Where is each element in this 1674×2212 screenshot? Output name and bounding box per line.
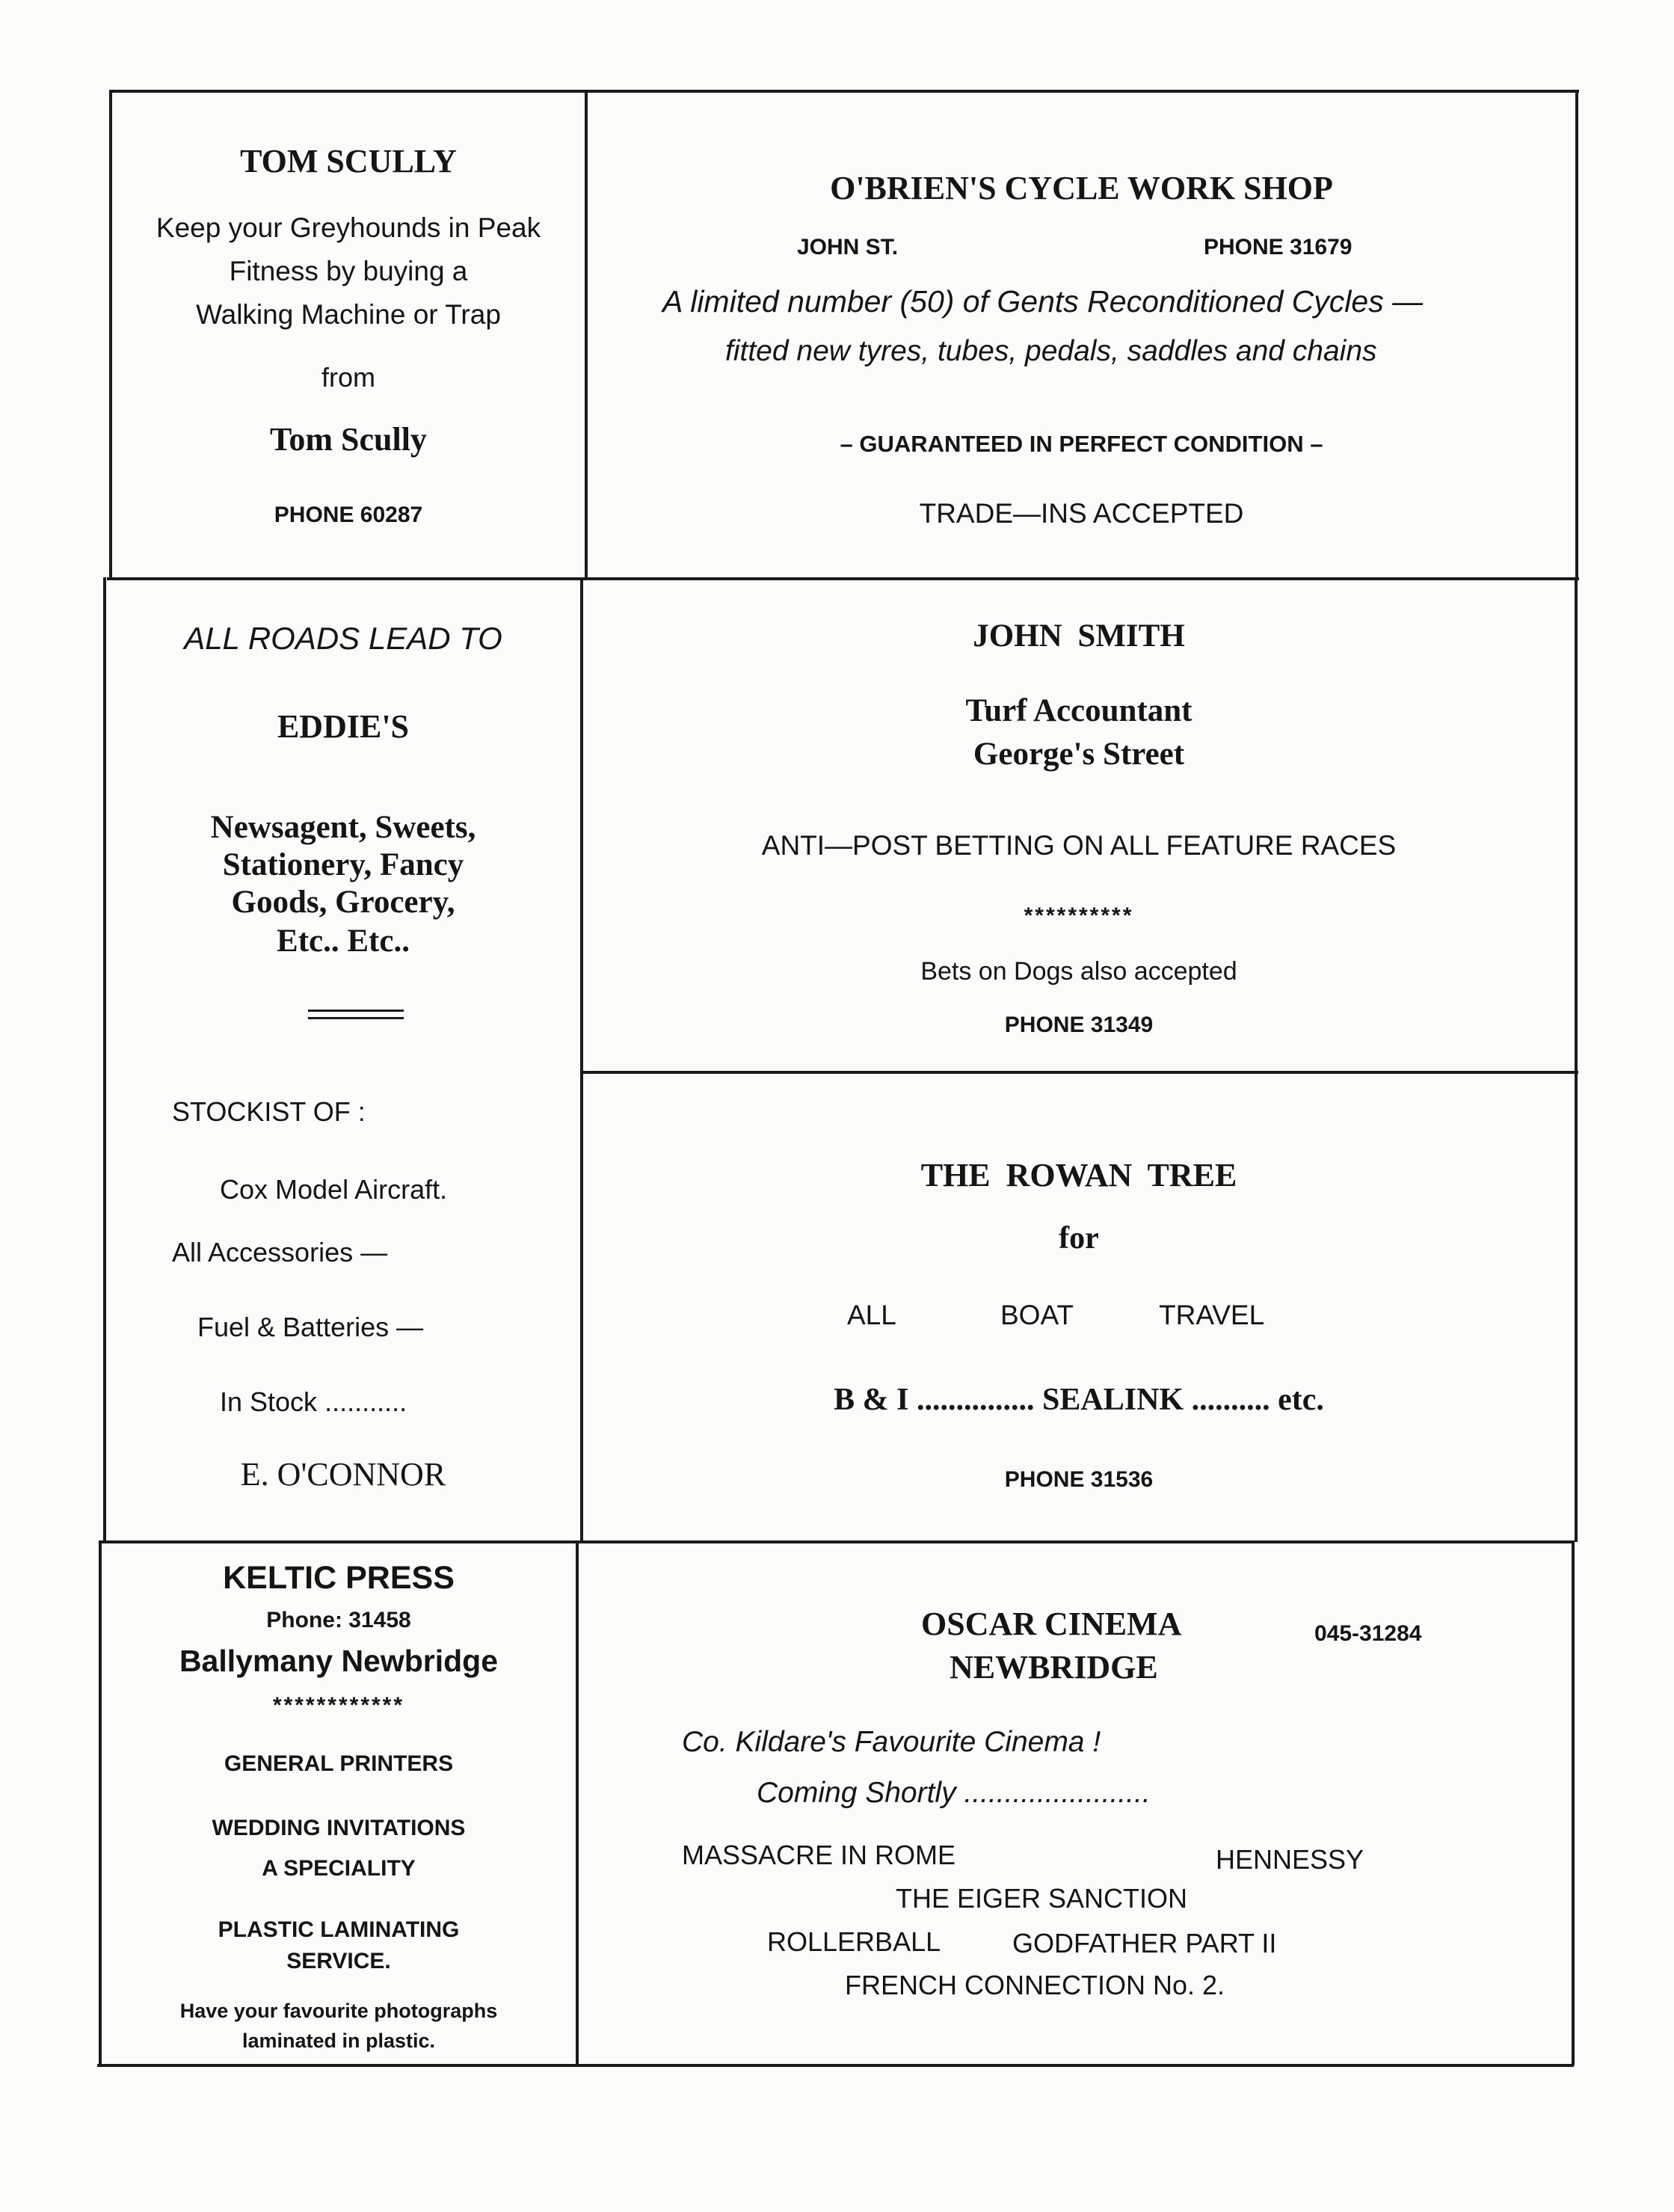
keltic-title: KELTIC PRESS	[223, 1560, 455, 1596]
tom-scully-line2: Fitness by buying a	[229, 256, 468, 286]
eddies-goods-line4: Etc.. Etc..	[277, 924, 410, 959]
rowan-tree-phone: PHONE 31536	[1004, 1467, 1154, 1492]
rowan-tree-title: THE ROWAN TREE	[920, 1157, 1237, 1193]
rowan-tree-ferry-lines: B & I ............... SEALINK .......... etc.	[834, 1383, 1324, 1417]
obriens-guarantee: – GUARANTEED IN PERFECT CONDITION –	[840, 431, 1323, 457]
eddies-ad	[106, 580, 580, 1540]
obriens-offer-line2: fitted new tyres, tubes, pedals, saddles and chains	[725, 335, 1377, 367]
oscar-film-hennessy: HENNESSY	[1216, 1844, 1364, 1875]
obriens-title: O'BRIEN'S CYCLE WORK SHOP	[830, 170, 1333, 206]
john-smith-phone: PHONE 31349	[1004, 1013, 1154, 1037]
eddies-item-fuel: Fuel & Batteries —	[197, 1312, 424, 1342]
right-border-mid	[1575, 577, 1578, 1542]
tom-scully-phone: PHONE 60287	[274, 503, 423, 527]
oscar-film-french: FRENCH CONNECTION No. 2.	[845, 1970, 1225, 2000]
obriens-street: JOHN ST.	[797, 235, 899, 259]
obriens-trade-ins: TRADE—INS ACCEPTED	[919, 498, 1244, 529]
john-smith-name: JOHN SMITH	[973, 618, 1185, 654]
john-smith-betting: ANTI—POST BETTING ON ALL FEATURE RACES	[761, 830, 1397, 861]
keltic-wedding-line1: WEDDING INVITATIONS	[212, 1816, 466, 1840]
eddies-item-aircraft: Cox Model Aircraft.	[220, 1174, 448, 1205]
tom-scully-line1: Keep your Greyhounds in Peak	[156, 212, 541, 243]
obriens-cycle-ad	[588, 93, 1575, 577]
eddies-item-accessories: All Accessories —	[172, 1237, 388, 1268]
double-rule-bottom	[308, 1017, 404, 1019]
john-smith-stars: **********	[1024, 903, 1134, 928]
john-smith-role: Turf Accountant	[965, 693, 1193, 728]
oscar-film-godfather: GODFATHER PART II	[1012, 1928, 1277, 1958]
keltic-plastic-line2: SERVICE.	[286, 1949, 391, 1973]
keltic-wedding-line2: A SPECIALITY	[262, 1856, 416, 1881]
eddies-headline: ALL ROADS LEAD TO	[184, 621, 502, 656]
keltic-press-ad	[102, 1543, 576, 2064]
eddies-name: EDDIE'S	[277, 708, 410, 745]
obriens-phone: PHONE 31679	[1204, 235, 1353, 259]
keltic-photos-line2: laminated in plastic.	[241, 2030, 436, 2052]
keltic-general: GENERAL PRINTERS	[224, 1751, 454, 1776]
keltic-phone: Phone: 31458	[266, 1608, 411, 1632]
bottom-border	[97, 2064, 1574, 2067]
double-rule-top	[308, 1010, 404, 1012]
tom-scully-line3: Walking Machine or Trap	[196, 299, 501, 330]
tom-scully-ad	[112, 93, 585, 577]
oscar-tagline: Co. Kildare's Favourite Cinema !	[682, 1726, 1101, 1758]
keltic-photos-line1: Have your favourite photographs	[179, 2000, 498, 2022]
tom-scully-from: from	[321, 362, 375, 393]
eddies-goods-line2: Stationery, Fancy	[222, 847, 464, 882]
john-smith-ad	[583, 580, 1575, 1071]
oscar-film-massacre: MASSACRE IN ROME	[682, 1840, 956, 1870]
eddies-item-stock: In Stock ...........	[220, 1386, 407, 1417]
oscar-film-rollerball: ROLLERBALL	[767, 1926, 941, 1957]
oscar-coming-shortly: Coming Shortly .......................	[757, 1777, 1151, 1809]
oscar-title-line2: NEWBRIDGE	[950, 1649, 1158, 1686]
eddies-goods-line1: Newsagent, Sweets,	[210, 810, 476, 845]
rowan-tree-for: for	[1059, 1221, 1099, 1256]
john-smith-dogs: Bets on Dogs also accepted	[920, 957, 1237, 986]
rowan-tree-travel: TRAVEL	[1159, 1300, 1265, 1330]
eddies-owner: E. O'CONNOR	[240, 1456, 446, 1493]
eddies-stockist-heading: STOCKIST OF :	[172, 1096, 366, 1127]
oscar-cinema-ad	[579, 1543, 1572, 2064]
keltic-address: Ballymany Newbridge	[179, 1644, 499, 1678]
right-border-top	[1575, 90, 1578, 579]
keltic-stars: ************	[272, 1693, 405, 1718]
oscar-title-line1: OSCAR CINEMA	[921, 1606, 1182, 1642]
oscar-film-eiger: THE EIGER SANCTION	[896, 1883, 1188, 1914]
oscar-phone: 045-31284	[1314, 1621, 1422, 1646]
eddies-goods-line3: Goods, Grocery,	[231, 885, 455, 920]
rowan-tree-all: ALL	[847, 1300, 896, 1330]
rowan-tree-boat: BOAT	[1000, 1300, 1074, 1330]
right-border-low	[1572, 1540, 1575, 2065]
obriens-offer-line1: A limited number (50) of Gents Reconditioned Cycles —	[662, 284, 1424, 319]
rowan-tree-ad	[583, 1074, 1575, 1540]
keltic-plastic-line1: PLASTIC LAMINATING	[218, 1917, 460, 1942]
tom-scully-name: Tom Scully	[270, 421, 427, 458]
john-smith-street: George's Street	[973, 737, 1185, 772]
tom-scully-title: TOM SCULLY	[240, 143, 457, 179]
